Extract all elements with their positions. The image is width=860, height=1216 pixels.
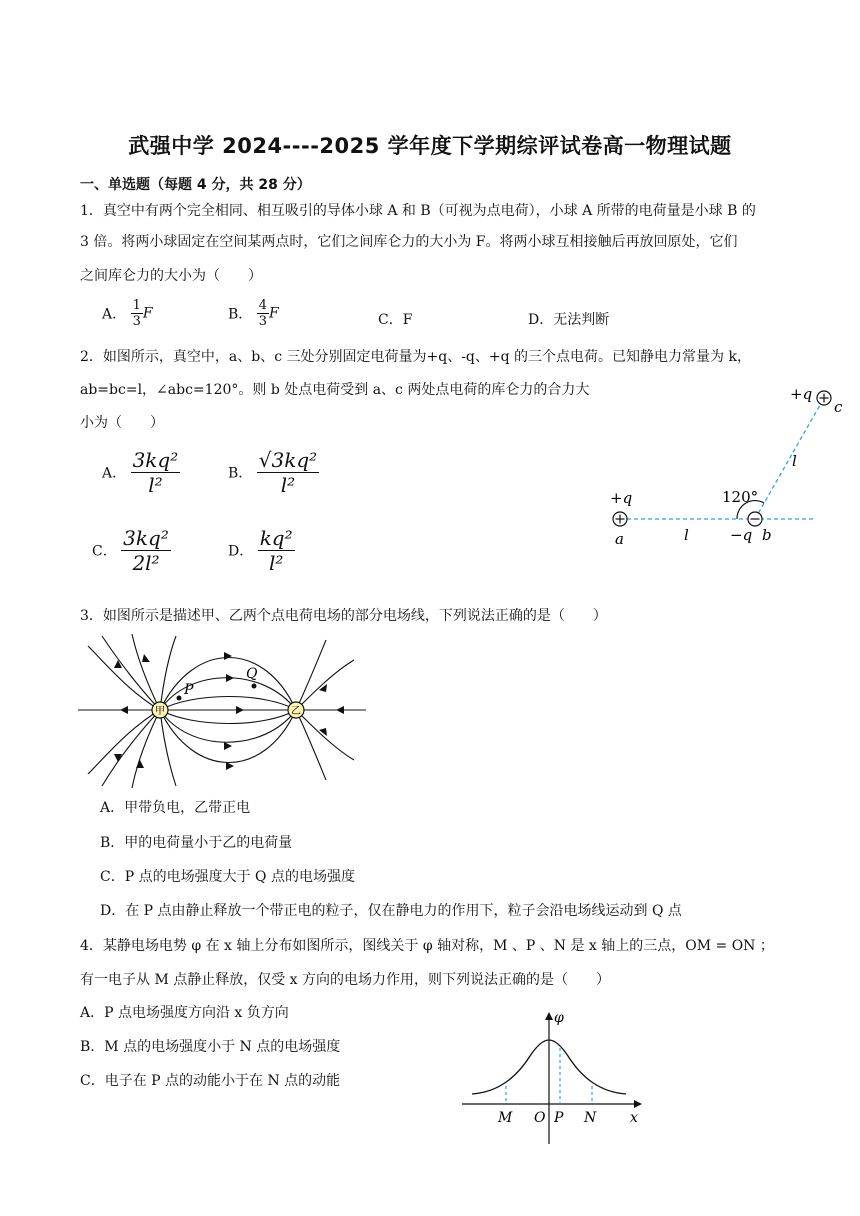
q2-option-c[interactable] xyxy=(92,526,171,575)
q1-option-a-tail: F xyxy=(142,305,153,322)
q1-option-b-numerator: 4 xyxy=(258,298,268,313)
q2-option-a[interactable] xyxy=(102,448,180,497)
q3-option-d[interactable]: D．在 P 点由静止释放一个带正电的粒子，仅在静电力的作用下，粒子会沿电场线运动到 Q 点 xyxy=(100,903,682,919)
q2-label-l-lower: l xyxy=(684,526,689,544)
charge-c-icon xyxy=(817,391,831,405)
q2-option-c-label: C． xyxy=(92,543,117,560)
q2-option-d-denominator: l² xyxy=(268,551,284,575)
q3-stem: 3．如图所示是描述甲、乙两个点电荷电场的部分电场线，下列说法正确的是（ ） xyxy=(80,608,607,624)
q2-line-bc xyxy=(755,398,824,519)
q4-option-c[interactable]: C．电子在 P 点的动能小于在 N 点的动能 xyxy=(80,1073,341,1089)
q4-label-o: O xyxy=(534,1110,546,1126)
q4-label-phi: φ xyxy=(554,1010,564,1026)
q1-option-a-label: A． xyxy=(102,306,127,323)
q2-label-minus-q-b: −q xyxy=(730,526,753,544)
q2-option-a-denominator: l² xyxy=(148,473,163,497)
q2-charge-diagram xyxy=(600,378,850,553)
q2-option-c-denominator: 2l² xyxy=(132,551,160,575)
q1-option-a-fraction xyxy=(131,298,143,329)
q2-label-a: a xyxy=(615,530,624,548)
q2-option-d-numerator: kq² xyxy=(259,526,293,550)
q2-option-c-numerator: 3kq² xyxy=(123,526,169,550)
q4-label-x: x xyxy=(630,1110,638,1126)
q2-label-b: b xyxy=(762,526,772,544)
q3-label-yi: 乙 xyxy=(291,706,301,717)
q2-stem-line3: 小为（ ） xyxy=(80,415,164,431)
q1-option-b-fraction xyxy=(257,298,269,329)
q4-label-m: M xyxy=(498,1110,513,1126)
q3-point-q-dot xyxy=(252,684,257,689)
q3-arrowheads xyxy=(114,652,344,770)
q4-phi-axis-arrow xyxy=(545,1012,553,1020)
q1-option-d[interactable]: D．无法判断 xyxy=(528,312,610,328)
q2-option-b-denominator: l² xyxy=(280,473,296,497)
charge-a-icon xyxy=(613,512,627,526)
q2-option-a-fraction xyxy=(131,448,181,497)
q1-stem-line2: 3 倍。将两小球固定在空间某两点时，它们之间库仑力的大小为 F。将两小球互相接触后再放回原处，它们 xyxy=(80,234,738,250)
q3-option-c[interactable]: C．P 点的电场强度大于 Q 点的电场强度 xyxy=(100,869,355,885)
charge-b-icon xyxy=(748,512,762,526)
q4-option-b[interactable]: B．M 点的电场强度小于 N 点的电场强度 xyxy=(80,1039,341,1055)
q3-point-p-dot xyxy=(177,696,182,701)
q2-option-b-label: B． xyxy=(228,465,253,482)
q4-stem-line1: 4．某静电场电势 φ 在 x 轴上分布如图所示，图线关于 φ 轴对称，M 、P 、N 是 x 轴上的三点，OM = ON ； xyxy=(80,938,774,954)
q3-field-line-diagram xyxy=(74,632,370,792)
q1-option-b-tail: F xyxy=(269,305,279,322)
q2-label-plus-q-c: +q xyxy=(790,385,813,403)
q2-label-angle: 120° xyxy=(722,488,759,506)
q2-label-l-upper: l xyxy=(792,452,797,470)
q1-stem-line1: 1．真空中有两个完全相同、相互吸引的导体小球 A 和 B（可视为点电荷），小球 A 所带的电荷量是小球 B 的 xyxy=(80,203,756,219)
charge-jia-icon xyxy=(152,702,168,718)
q2-stem-line2: ab=bc=l，∠abc=120°。则 b 处点电荷受到 a、c 两处点电荷的库仑力的合力大 xyxy=(80,382,590,398)
q3-label-p: P xyxy=(184,682,194,698)
q2-option-b[interactable] xyxy=(228,448,319,497)
q1-option-a[interactable] xyxy=(102,298,153,329)
q2-stem-line1: 2．如图所示，真空中，a、b、c 三处分别固定电荷量为+q、-q、+q 的三个点电荷。已知静电力常量为 k， xyxy=(80,349,751,365)
q3-label-q: Q xyxy=(246,666,258,682)
q4-option-a[interactable]: A．P 点电场强度方向沿 x 负方向 xyxy=(80,1005,289,1021)
q3-option-a[interactable]: A．甲带负电，乙带正电 xyxy=(100,800,251,816)
section-heading: 一、单选题（每题 4 分，共 28 分） xyxy=(80,177,311,193)
q4-potential-graph xyxy=(458,1008,648,1150)
q4-label-p: P xyxy=(554,1110,564,1126)
q3-field-lines xyxy=(78,634,366,788)
q2-option-c-fraction xyxy=(121,526,171,575)
q1-option-a-denominator: 3 xyxy=(132,314,141,329)
page-title: 武强中学 2024----2025 学年度下学期综评试卷高一物理试题 xyxy=(128,134,732,158)
q1-option-b-denominator: 3 xyxy=(258,314,268,329)
q3-option-b[interactable]: B．甲的电荷量小于乙的电荷量 xyxy=(100,835,293,851)
q2-option-d-label: D． xyxy=(228,543,254,560)
q2-option-d-fraction xyxy=(258,526,295,575)
q2-label-c: c xyxy=(834,398,843,416)
q2-option-a-label: A． xyxy=(102,465,127,482)
q1-option-c[interactable]: C．F xyxy=(378,312,413,328)
q2-option-b-fraction xyxy=(257,448,319,497)
charge-yi-icon xyxy=(288,702,304,718)
q1-stem-line3: 之间库仑力的大小为（ ） xyxy=(80,268,262,284)
q2-option-d[interactable] xyxy=(228,526,295,575)
q2-label-plus-q-a: +q xyxy=(610,489,633,507)
q1-option-a-numerator: 1 xyxy=(132,298,141,313)
q4-x-axis-arrow xyxy=(634,1100,642,1108)
q3-label-jia: 甲 xyxy=(155,706,165,717)
q4-stem-line2: 有一电子从 M 点静止释放，仅受 x 方向的电场力作用，则下列说法正确的是（ ） xyxy=(80,972,611,988)
q1-option-b[interactable] xyxy=(228,298,279,329)
q4-label-n: N xyxy=(584,1110,597,1126)
q1-option-b-label: B． xyxy=(228,306,253,323)
q2-option-a-numerator: 3kq² xyxy=(132,448,179,472)
q2-option-b-numerator: √3kq² xyxy=(258,448,318,472)
